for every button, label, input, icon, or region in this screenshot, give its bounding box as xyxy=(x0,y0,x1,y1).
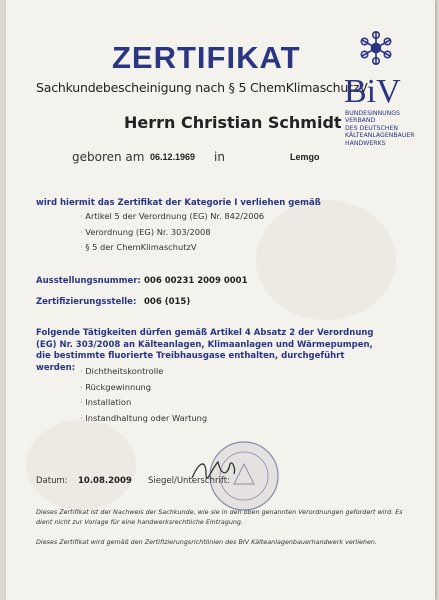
birth-in-label: in xyxy=(214,150,225,164)
issue-number: 006 00231 2009 0001 xyxy=(144,276,248,286)
activities-intro: Folgende Tätigkeiten dürfen gemäß Artikel 4 Absatz 2 der Verordnung (EG) Nr. 303/2008 an Kälteanlagen, Klimaanlagen und Wärmepumpen, die bestimmte fluorierte Treibhausgase enthalten, durchgeführt werden: xyxy=(36,328,374,373)
snowflake-icon xyxy=(361,32,390,64)
certification-office: 006 (015) xyxy=(144,297,191,307)
birth-label: geboren am xyxy=(72,150,145,164)
logo-line: HANDWERKS xyxy=(345,139,386,147)
issue-date: 10.08.2009 xyxy=(78,476,132,486)
logo-mark: BiV xyxy=(344,73,401,108)
legal-basis-list xyxy=(80,209,264,256)
list-item: · Verordnung (EG) Nr. 303/2008 xyxy=(80,225,264,241)
logo-line: BUNDESINNUNGS xyxy=(345,110,400,117)
logo-line: VERBAND xyxy=(345,117,376,125)
footer-note-proof: Dieses Zertifikat ist der Nachweis der Sachkunde, wie sie in den oben genannten Verordnungen gefordert wird. Es dient nicht zur Vorlage für eine handwerksrechtliche Eintragung. xyxy=(36,508,403,526)
logo-org-text xyxy=(345,110,425,147)
certification-office-label: Zertifizierungsstelle: xyxy=(36,297,137,307)
date-label: Datum: xyxy=(36,476,68,486)
list-item: · Dichtheitskontrolle xyxy=(80,364,207,380)
list-item: · Rückgewinnung xyxy=(80,380,207,396)
biv-logo-icon xyxy=(342,28,412,108)
issue-number-label: Ausstellungsnummer: xyxy=(36,276,141,286)
logo-line: DES DEUTSCHEN xyxy=(345,124,398,132)
birth-date: 06.12.1969 xyxy=(150,152,196,162)
paper-stain xyxy=(256,200,396,320)
list-item: · Installation xyxy=(80,395,207,411)
category-intro: wird hiermit das Zertifikat der Kategorie I verliehen gemäß xyxy=(36,198,321,208)
birth-place: Lemgo xyxy=(290,152,320,162)
certificate-title: ZERTIFIKAT xyxy=(112,40,301,75)
paper-stain xyxy=(26,420,136,510)
list-item: · § 5 der ChemKlimaschutzV xyxy=(80,240,264,256)
list-item: · Instandhaltung oder Wartung xyxy=(80,411,207,427)
list-item: · Artikel 5 der Verordnung (EG) Nr. 842/2006 xyxy=(80,209,264,225)
logo-line: KÄLTEANLAGENBAUER xyxy=(345,132,415,140)
footer-note-guidelines: Dieses Zertifikat wird gemäß den Zertifizierungsrichtlinien des BIV Kälteanlagenbauerhandwerk verliehen. xyxy=(36,538,377,546)
activities-list xyxy=(80,364,207,426)
holder-name: Herrn Christian Schmidt xyxy=(124,113,342,132)
seal-signature-label: Siegel/Unterschrift: xyxy=(148,476,230,486)
certificate-subtitle: Sachkundebescheinigung nach § 5 ChemKlimaschutzV xyxy=(36,80,368,95)
